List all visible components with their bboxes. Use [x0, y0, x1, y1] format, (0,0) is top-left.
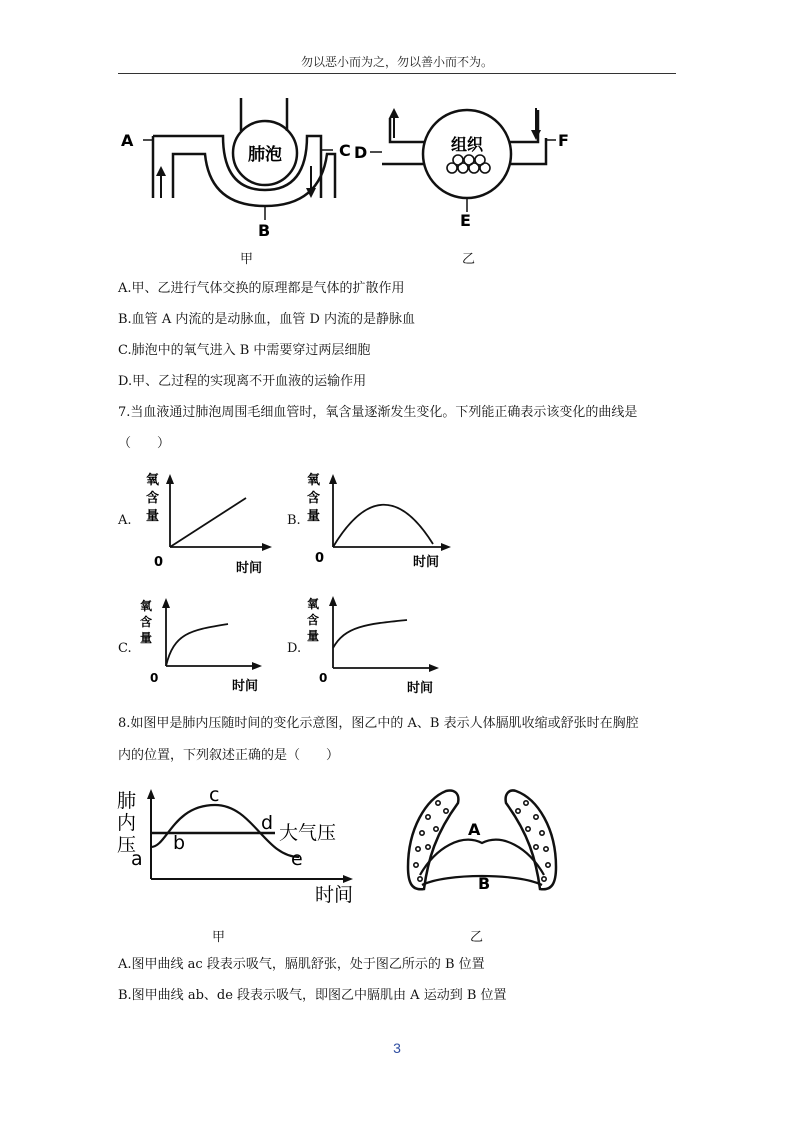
q8-option-a: A.图甲曲线 ac 段表示吸气，膈肌舒张，处于图乙所示的 B 位置 [118, 957, 485, 972]
q8-option-b: B.图甲曲线 ab、de 段表示吸气，即图乙中膈肌由 A 运动到 B 位置 [118, 988, 507, 1003]
q7-graph-b [287, 470, 457, 580]
q6-option-d: D.甲、乙过程的实现离不开血液的运输作用 [118, 374, 367, 389]
q6-caption-yi: 乙 [462, 252, 476, 267]
rib-left [408, 791, 458, 890]
label-A: A [468, 820, 481, 839]
rib-right [506, 791, 556, 890]
q6-caption-jia: 甲 [240, 252, 254, 267]
q6-option-a: A.甲、乙进行气体交换的原理都是气体的扩散作用 [118, 281, 405, 296]
q7-option-d-label: D. [287, 641, 302, 656]
q6-option-b: B.血管 A 内流的是动脉血，血管 D 内流的是静脉血 [118, 312, 416, 327]
point-c: c [209, 785, 220, 806]
q7-option-a-label: A. [118, 513, 132, 528]
arrow-up-head [156, 166, 166, 176]
svg-text:量: 量 [140, 631, 153, 645]
rib-dots [414, 801, 550, 881]
label-A: A [121, 131, 134, 150]
svg-text:含: 含 [140, 615, 153, 629]
label-B: B [258, 221, 271, 240]
svg-text:时间: 时间 [236, 561, 263, 576]
svg-text:氧: 氧 [140, 599, 153, 613]
label-C: C [339, 141, 351, 160]
curve-offset-saturation [333, 620, 407, 648]
curve-saturation [166, 624, 228, 666]
header-rule [118, 73, 676, 74]
svg-text:量: 量 [146, 509, 160, 524]
tissue-label: 组织 [450, 135, 484, 154]
svg-text:含: 含 [307, 613, 320, 627]
lung-pressure-graph [115, 785, 365, 910]
diaphragm-a [420, 840, 544, 875]
arrow-down-head [531, 130, 541, 140]
svg-text:量: 量 [307, 629, 320, 643]
curve-peak [333, 505, 433, 547]
tissue-cells [447, 155, 490, 173]
label-F: F [558, 131, 569, 150]
page-header: 勿以恶小而为之，勿以善小而不为。 [300, 55, 493, 69]
svg-text:氧: 氧 [307, 597, 320, 611]
point-d: d [261, 812, 274, 834]
svg-text:压: 压 [117, 834, 137, 856]
svg-text:时间: 时间 [232, 679, 259, 694]
svg-text:量: 量 [307, 509, 321, 524]
page-number: 3 [393, 1040, 401, 1056]
time-label: 时间 [315, 884, 354, 906]
q6-option-c: C.肺泡中的氧气进入 B 中需要穿过两层细胞 [118, 343, 371, 358]
svg-text:0: 0 [150, 671, 159, 685]
svg-text:0: 0 [319, 671, 328, 685]
svg-text:肺: 肺 [117, 790, 137, 812]
svg-text:氧: 氧 [307, 473, 321, 488]
point-b: b [173, 832, 186, 854]
svg-text:含: 含 [146, 491, 160, 506]
alveolus-diagram [115, 98, 355, 240]
point-a: a [131, 848, 143, 870]
q7-graph-c [118, 596, 278, 696]
svg-text:0: 0 [154, 555, 164, 570]
diaphragm-diagram [398, 785, 568, 900]
label-B: B [478, 874, 491, 893]
q7-graph-a [118, 470, 278, 580]
q7-stem-line2: （ ） [118, 436, 171, 451]
svg-text:0: 0 [315, 551, 325, 566]
q7-graph-d [287, 596, 457, 696]
q8-stem-line1: 8.如图甲是肺内压随时间的变化示意图，图乙中的 A、B 表示人体膈肌收缩或舒张时在胸腔 [118, 716, 639, 731]
q8-stem-line2: 内的位置，下列叙述正确的是（ ） [118, 748, 340, 763]
q7-option-b-label: B. [287, 513, 301, 528]
atmospheric-label: 大气压 [279, 822, 337, 844]
q8-caption-yi: 乙 [470, 930, 484, 945]
q7-stem-line1: 7.当血液通过肺泡周围毛细血管时，氧含量逐渐发生变化。下列能正确表示该变化的曲线是 [118, 405, 638, 420]
curve-linear [170, 498, 246, 547]
label-D: D [354, 143, 368, 162]
q8-caption-jia: 甲 [212, 930, 226, 945]
svg-text:氧: 氧 [146, 473, 160, 488]
alveolus-label: 肺泡 [248, 145, 282, 165]
svg-text:内: 内 [117, 812, 137, 834]
svg-text:时间: 时间 [413, 555, 440, 570]
tissue-diagram [352, 100, 582, 230]
q7-option-c-label: C. [118, 641, 132, 656]
point-e: e [291, 848, 303, 870]
label-E: E [460, 211, 471, 230]
tissue-circle [423, 110, 511, 198]
arrow-up-head [389, 108, 399, 118]
svg-text:含: 含 [307, 491, 321, 506]
svg-text:时间: 时间 [407, 681, 434, 696]
